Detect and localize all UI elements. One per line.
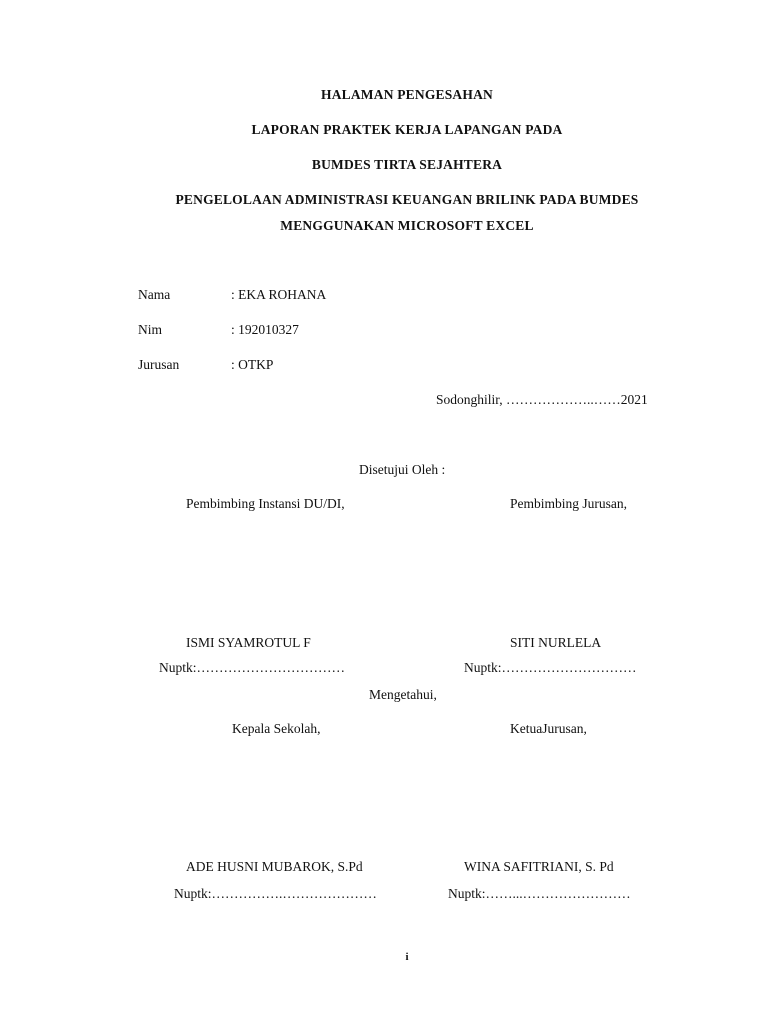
approver-right-role: Pembimbing Jurusan, [510,496,627,511]
place-date: Sodonghilir, ………………..……2021 [436,392,648,407]
approver-left-role: Pembimbing Instansi DU/DI, [186,496,345,511]
acknowledger-left-role: Kepala Sekolah, [232,721,321,736]
nama-label: Nama [138,287,171,302]
acknowledger-left-nuptk: Nuptk:…………….………………… [174,886,377,901]
report-title: LAPORAN PRAKTEK KERJA LAPANGAN PADA [251,122,563,137]
nim-value: : 192010327 [231,322,299,337]
jurusan-value: : OTKP [231,357,274,372]
acknowledger-right-name: WINA SAFITRIANI, S. Pd [464,859,614,874]
approver-right-nuptk: Nuptk:………………………… [464,660,637,675]
topic-title-line2: MENGGUNAKAN MICROSOFT EXCEL [280,218,534,233]
page-title: HALAMAN PENGESAHAN [321,87,493,102]
approval-heading: Disetujui Oleh : [359,462,446,477]
jurusan-label: Jurusan [138,357,180,372]
acknowledger-right-role: KetuaJurusan, [510,721,587,736]
acknowledger-left-name: ADE HUSNI MUBAROK, S.Pd [186,859,363,874]
page-number: i [405,951,409,963]
acknowledge-heading: Mengetahui, [369,687,437,702]
topic-title-line1: PENGELOLAAN ADMINISTRASI KEUANGAN BRILINK PADA BUMDES [175,192,639,207]
nim-label: Nim [138,322,163,337]
acknowledger-right-nuptk: Nuptk:……...…………………… [448,886,631,901]
organization-title: BUMDES TIRTA SEJAHTERA [311,157,503,172]
approver-left-nuptk: Nuptk:…………………………… [159,660,346,675]
nama-value: : EKA ROHANA [231,287,327,302]
approver-left-name: ISMI SYAMROTUL F [186,635,311,650]
approver-right-name: SITI NURLELA [510,635,602,650]
